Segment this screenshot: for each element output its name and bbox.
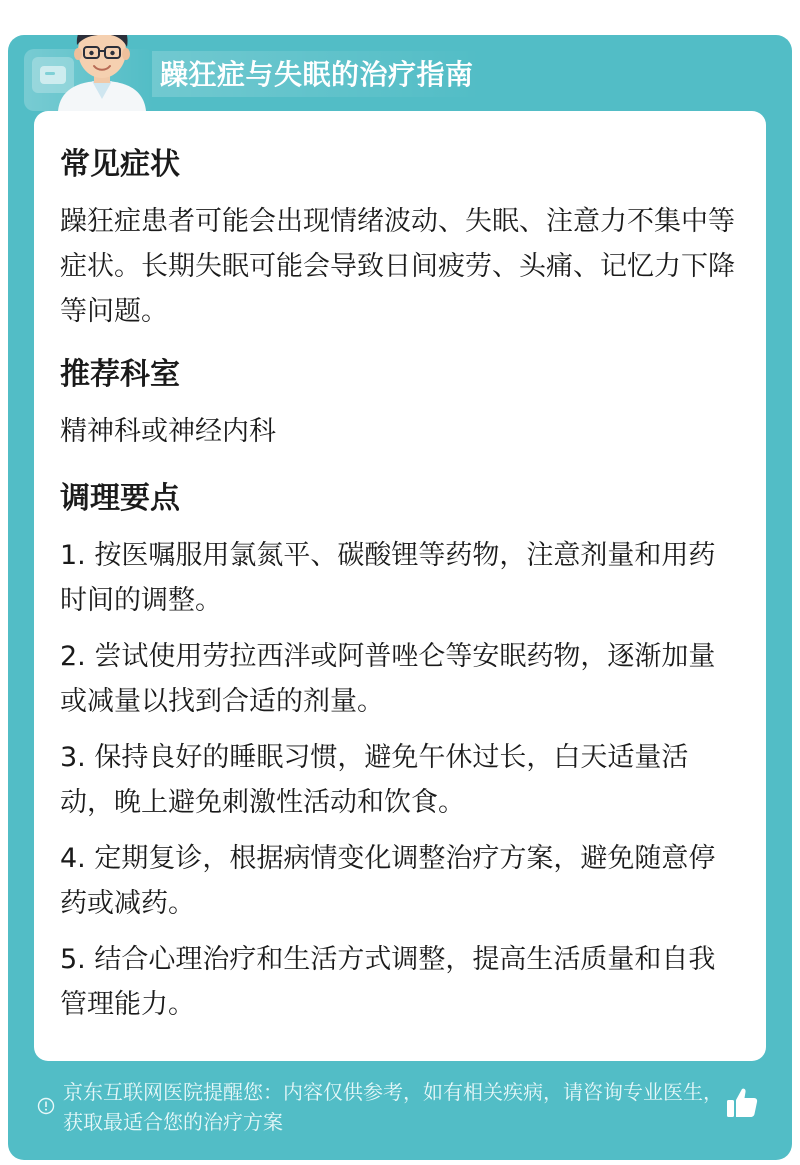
thumbs-up-icon[interactable] (724, 1085, 760, 1121)
care-point-1: 1. 按医嘱服用氯氮平、碳酸锂等药物，注意剂量和用药时间的调整。 (60, 540, 716, 616)
info-icon (37, 1097, 55, 1115)
page-title: 躁狂症与失眠的治疗指南 (152, 51, 482, 97)
care-point-5: 5. 结合心理治疗和生活方式调整，提高生活质量和自我管理能力。 (60, 944, 716, 1020)
section-title-symptoms: 常见症状 (60, 147, 180, 182)
care-point-4: 4. 定期复诊，根据病情变化调整治疗方案，避免随意停药或减药。 (60, 843, 716, 919)
symptoms-text: 躁狂症患者可能会出现情绪波动、失眠、注意力不集中等症状。长期失眠可能会导致日间疲劳、头痛、记忆力下降等问题。 (60, 206, 735, 327)
disclaimer-text: 京东互联网医院提醒您：内容仅供参考，如有相关疾病，请咨询专业医生，获取最适合您的治疗方案 (63, 1080, 723, 1134)
section-title-department: 推荐科室 (60, 357, 180, 392)
guide-card (8, 35, 792, 1160)
care-point-3: 3. 保持良好的睡眠习惯，避免午休过长，白天适量活动，晚上避免刺激性活动和饮食。 (60, 742, 689, 818)
care-point-2: 2. 尝试使用劳拉西泮或阿普唑仑等安眠药物，逐渐加量或减量以找到合适的剂量。 (60, 641, 716, 717)
section-title-care-points: 调理要点 (60, 481, 180, 516)
content-card (34, 111, 766, 1061)
doctor-avatar (52, 35, 152, 111)
department-text: 精神科或神经内科 (60, 416, 276, 447)
